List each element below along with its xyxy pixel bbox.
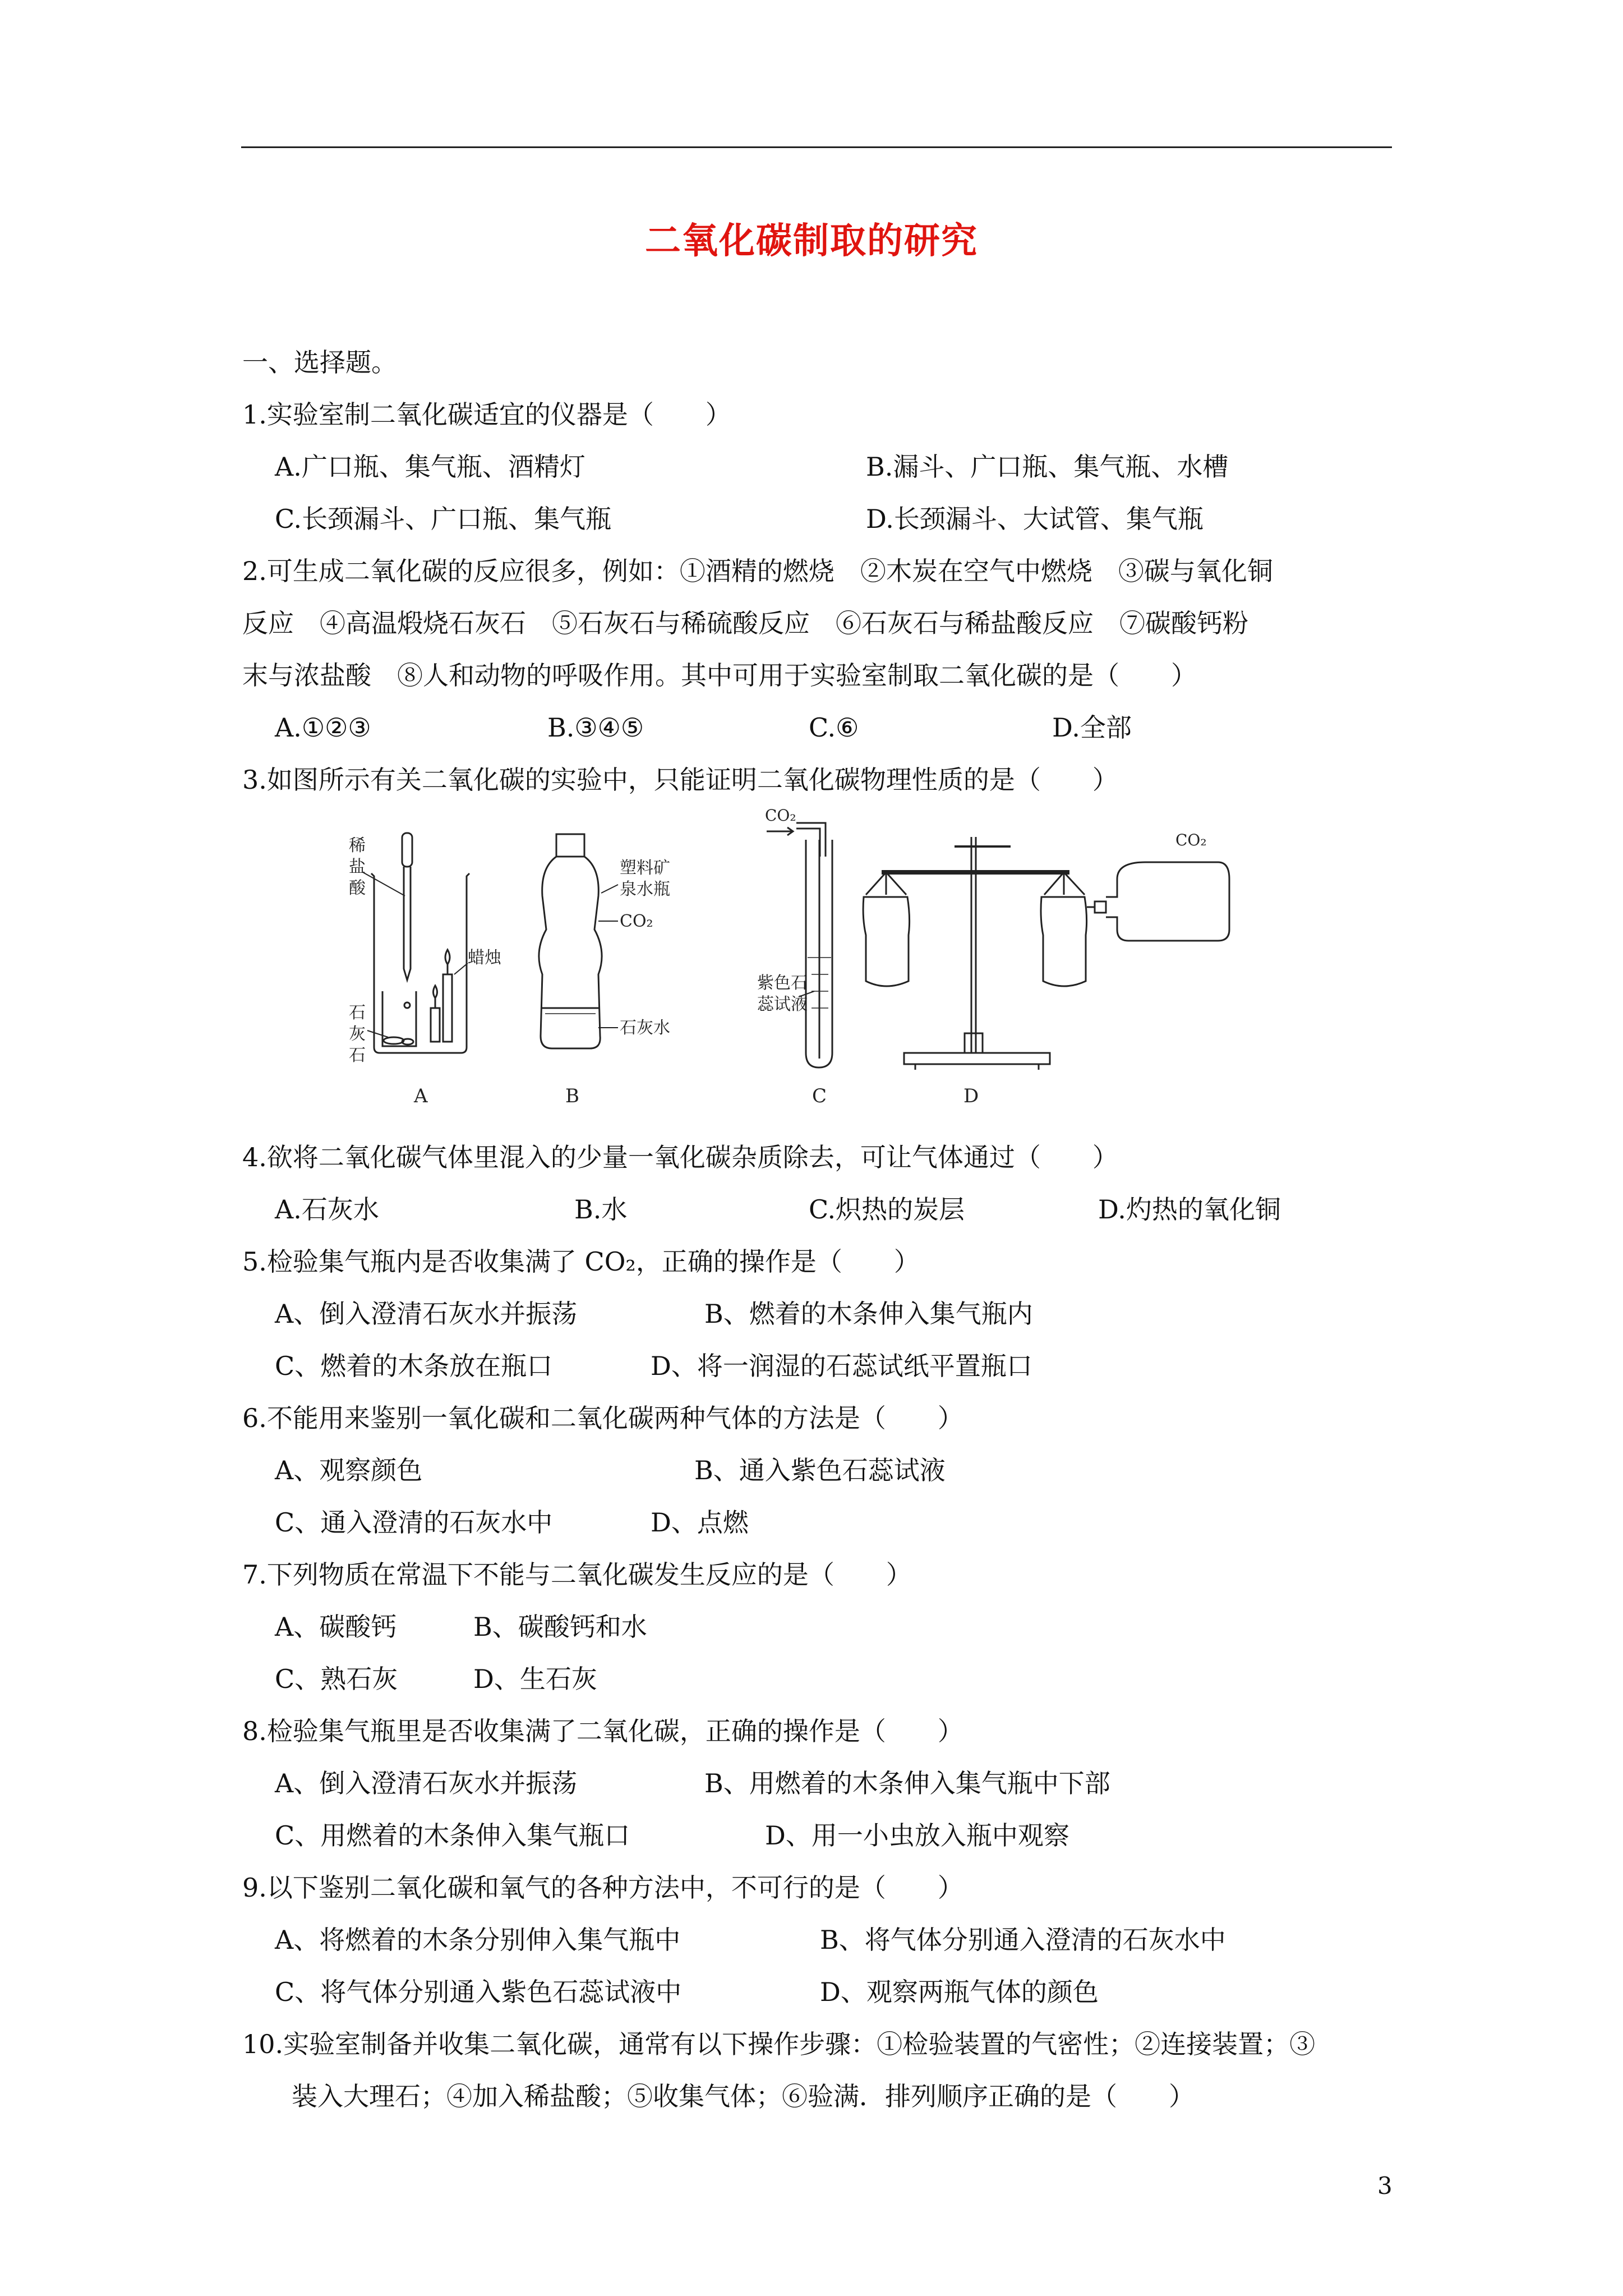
label-a-5: 灰 xyxy=(349,1024,366,1044)
label-a-6: 石 xyxy=(349,1046,366,1065)
apparatus-d xyxy=(863,837,1229,1070)
question-3-stem: 3.如图所示有关二氧化碳的实验中，只能证明二氧化碳物理性质的是（ ） xyxy=(242,765,1118,795)
apparatus-c xyxy=(767,823,832,1068)
label-a-3: 酸 xyxy=(349,878,366,898)
question-2-stem-line3: 末与浓盐酸 ⑧人和动物的呼吸作用。其中可用于实验室制取二氧化碳的是（ ） xyxy=(242,660,1197,691)
question-content xyxy=(242,337,1409,2123)
apparatus-b xyxy=(539,834,618,1048)
q5-option-a: A、倒入澄清石灰水并振荡 xyxy=(275,1299,578,1329)
q2-option-d: D.全部 xyxy=(1052,712,1132,743)
page-title: 二氧化碳制取的研究 xyxy=(645,220,978,262)
q6-option-c: C、通入澄清的石灰水中 xyxy=(275,1507,553,1538)
q2-option-c: C.⑥ xyxy=(809,712,859,743)
question-2-stem: 2.可生成二氧化碳的反应很多，例如：①酒精的燃烧 ②木炭在空气中燃烧 ③碳与氧化铜 xyxy=(242,556,1273,586)
question-8-stem: 8.检验集气瓶里是否收集满了二氧化碳，正确的操作是（ ） xyxy=(242,1716,963,1746)
q8-option-a: A、倒入澄清石灰水并振荡 xyxy=(275,1768,578,1798)
label-c-1: CO₂ xyxy=(765,806,796,825)
question-10-stem: 10.实验室制备并收集二氧化碳，通常有以下操作步骤：①检验装置的气密性；②连接装置；③ xyxy=(242,2029,1316,2059)
label-c-2: 紫色石 xyxy=(757,973,808,993)
label-d-1: CO₂ xyxy=(1175,831,1207,849)
q1-option-a: A.广口瓶、集气瓶、酒精灯 xyxy=(275,452,585,482)
q5-option-c: C、燃着的木条放在瓶口 xyxy=(275,1351,553,1381)
q9-option-b: B、将气体分别通入澄清的石灰水中 xyxy=(820,1925,1226,1955)
experiment-figure xyxy=(242,806,1409,1131)
q5-option-d: D、将一润湿的石蕊试纸平置瓶口 xyxy=(651,1351,1032,1381)
q1-option-c: C.长颈漏斗、广口瓶、集气瓶 xyxy=(275,504,612,534)
q6-option-d: D、点燃 xyxy=(651,1507,749,1538)
header-rule xyxy=(241,146,1392,148)
question-1-stem: 1.实验室制二氧化碳适宜的仪器是（ ） xyxy=(242,399,731,430)
question-4-stem: 4.欲将二氧化碳气体里混入的少量一氧化碳杂质除去，可让气体通过（ ） xyxy=(242,1142,1118,1172)
q5-option-b: B、燃着的木条伸入集气瓶内 xyxy=(704,1299,1033,1329)
q2-option-a: A.①②③ xyxy=(275,712,371,743)
caption-b: B xyxy=(565,1085,579,1107)
q7-option-b: B、碳酸钙和水 xyxy=(473,1612,647,1642)
q1-option-b: B.漏斗、广口瓶、集气瓶、水槽 xyxy=(866,452,1229,482)
label-a-1: 稀 xyxy=(349,836,366,855)
q9-option-a: A、将燃着的木条分别伸入集气瓶中 xyxy=(275,1925,681,1955)
label-b-2: 泉水瓶 xyxy=(620,880,670,899)
q6-option-b: B、通入紫色石蕊试液 xyxy=(694,1455,946,1485)
q1-option-d: D.长颈漏斗、大试管、集气瓶 xyxy=(866,504,1204,534)
page-number: 3 xyxy=(1377,2172,1393,2200)
label-a-7: 蜡烛 xyxy=(468,948,501,968)
caption-a: A xyxy=(414,1085,428,1107)
section-heading: 一、选择题。 xyxy=(242,347,397,378)
label-b-4: 石灰水 xyxy=(620,1018,670,1038)
question-5-stem: 5.检验集气瓶内是否收集满了 CO₂，正确的操作是（ ） xyxy=(242,1246,920,1277)
caption-c: C xyxy=(812,1085,827,1107)
q9-option-d: D、观察两瓶气体的颜色 xyxy=(820,1977,1099,2007)
q4-option-d: D.灼热的氧化铜 xyxy=(1098,1194,1281,1225)
q4-option-c: C.炽热的炭层 xyxy=(809,1194,965,1225)
q8-option-c: C、用燃着的木条伸入集气瓶口 xyxy=(275,1820,630,1851)
q2-option-b: B.③④⑤ xyxy=(547,712,644,743)
label-a-2: 盐 xyxy=(349,857,366,877)
question-10-stem-line2: 装入大理石；④加入稀盐酸；⑤收集气体；⑥验满．排列顺序正确的是（ ） xyxy=(292,2081,1195,2111)
caption-d: D xyxy=(963,1085,979,1107)
q9-option-c: C、将气体分别通入紫色石蕊试液中 xyxy=(275,1977,682,2007)
q4-option-a: A.石灰水 xyxy=(275,1194,379,1225)
apparatus-a xyxy=(363,833,469,1053)
q4-option-b: B.水 xyxy=(574,1194,628,1225)
label-b-3: CO₂ xyxy=(620,912,653,931)
q7-option-c: C、熟石灰 xyxy=(275,1664,398,1694)
experiment-diagram xyxy=(321,806,1386,1131)
question-6-stem: 6.不能用来鉴别一氧化碳和二氧化碳两种气体的方法是（ ） xyxy=(242,1403,963,1433)
question-9-stem: 9.以下鉴别二氧化碳和氧气的各种方法中，不可行的是（ ） xyxy=(242,1872,963,1903)
question-7-stem: 7.下列物质在常温下不能与二氧化碳发生反应的是（ ） xyxy=(242,1559,912,1590)
label-b-1: 塑料矿 xyxy=(620,858,670,878)
label-a-4: 石 xyxy=(349,1003,366,1023)
q6-option-a: A、观察颜色 xyxy=(275,1455,423,1485)
q7-option-a: A、碳酸钙 xyxy=(275,1612,397,1642)
label-c-3: 蕊试液 xyxy=(757,995,808,1014)
q8-option-d: D、用一小虫放入瓶中观察 xyxy=(765,1820,1069,1851)
question-2-stem-line2: 反应 ④高温煅烧石灰石 ⑤石灰石与稀硫酸反应 ⑥石灰石与稀盐酸反应 ⑦碳酸钙粉 xyxy=(242,608,1248,638)
q7-option-d: D、生石灰 xyxy=(473,1664,597,1694)
q8-option-b: B、用燃着的木条伸入集气瓶中下部 xyxy=(704,1768,1110,1798)
